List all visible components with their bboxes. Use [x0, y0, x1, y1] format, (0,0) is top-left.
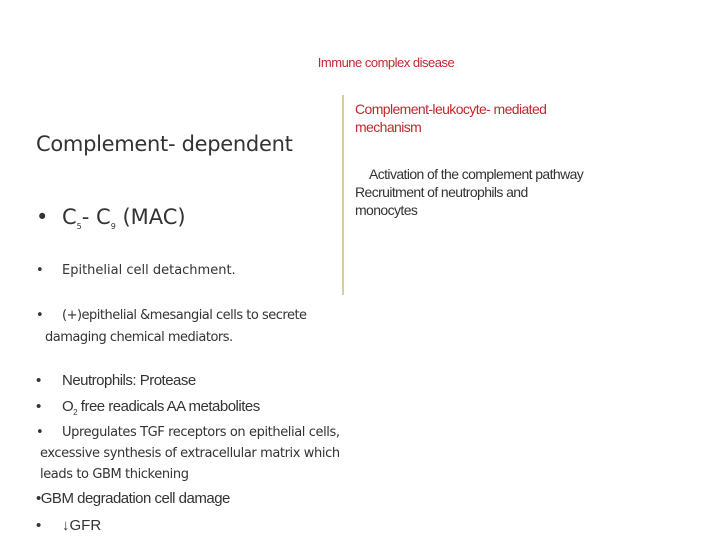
bullet-glyph: • — [36, 308, 44, 323]
bullet-text: Epithelial cell detachment. — [62, 263, 236, 278]
mac-sub2: 9 — [110, 222, 116, 232]
bullet-glyph: • — [36, 398, 41, 415]
bullet-mediators — [36, 308, 307, 323]
bullet-gbm-degradation — [36, 490, 230, 507]
bullet-gfr — [36, 517, 101, 534]
bullet-mediators-cont: damaging chemical mediators. — [45, 330, 233, 345]
bullet-text: Upregulates TGF receptors on epithelial cells, — [62, 425, 340, 440]
right-heading-line1: Complement-leukocyte- mediated — [355, 101, 547, 117]
right-line2: Recruitment of neutrophils and — [355, 184, 528, 200]
mac-dash: - C — [81, 205, 111, 229]
o2-suffix: free readicals AA metabolites — [77, 398, 260, 415]
bullet-glyph: • — [36, 205, 49, 229]
bullet-neutrophils — [36, 372, 196, 389]
bullet-tgf — [36, 425, 340, 440]
slide-title: Immune complex disease — [317, 55, 455, 70]
bullet-text: GBM degradation cell damage — [40, 490, 230, 507]
right-body — [355, 165, 583, 219]
bullet-glyph: • — [36, 372, 41, 389]
mac-suffix: (MAC) — [115, 205, 186, 229]
bullet-glyph: • — [36, 425, 44, 440]
mac-sub1: 5 — [76, 222, 82, 232]
bullet-glyph: • — [36, 490, 41, 507]
right-heading — [355, 100, 546, 136]
bullet-tgf-cont2: leads to GBM thickening — [40, 467, 189, 482]
bullet-free-radicals — [36, 398, 260, 417]
bullet-text: (+)epithelial &mesangial cells to secrete — [62, 308, 307, 323]
o2-prefix: O — [62, 398, 74, 415]
bullet-epithelial-detachment — [36, 263, 236, 278]
bullet-text: ↓GFR — [62, 517, 102, 534]
bullet-glyph: • — [36, 517, 42, 534]
right-heading-line2: mechanism — [355, 119, 422, 135]
column-divider — [342, 95, 344, 295]
bullet-tgf-cont1: excessive synthesis of extracellular matrix which — [40, 446, 340, 461]
bullet-mac — [36, 205, 186, 231]
right-line3: monocytes — [355, 202, 418, 218]
bullet-glyph: • — [36, 263, 44, 278]
right-line1: Activation of the complement pathway — [369, 166, 584, 182]
mac-prefix: C — [62, 205, 77, 229]
left-heading: Complement- dependent — [36, 132, 293, 156]
bullet-text: Neutrophils: Protease — [62, 372, 196, 389]
o2-sub: 2 — [73, 408, 78, 417]
